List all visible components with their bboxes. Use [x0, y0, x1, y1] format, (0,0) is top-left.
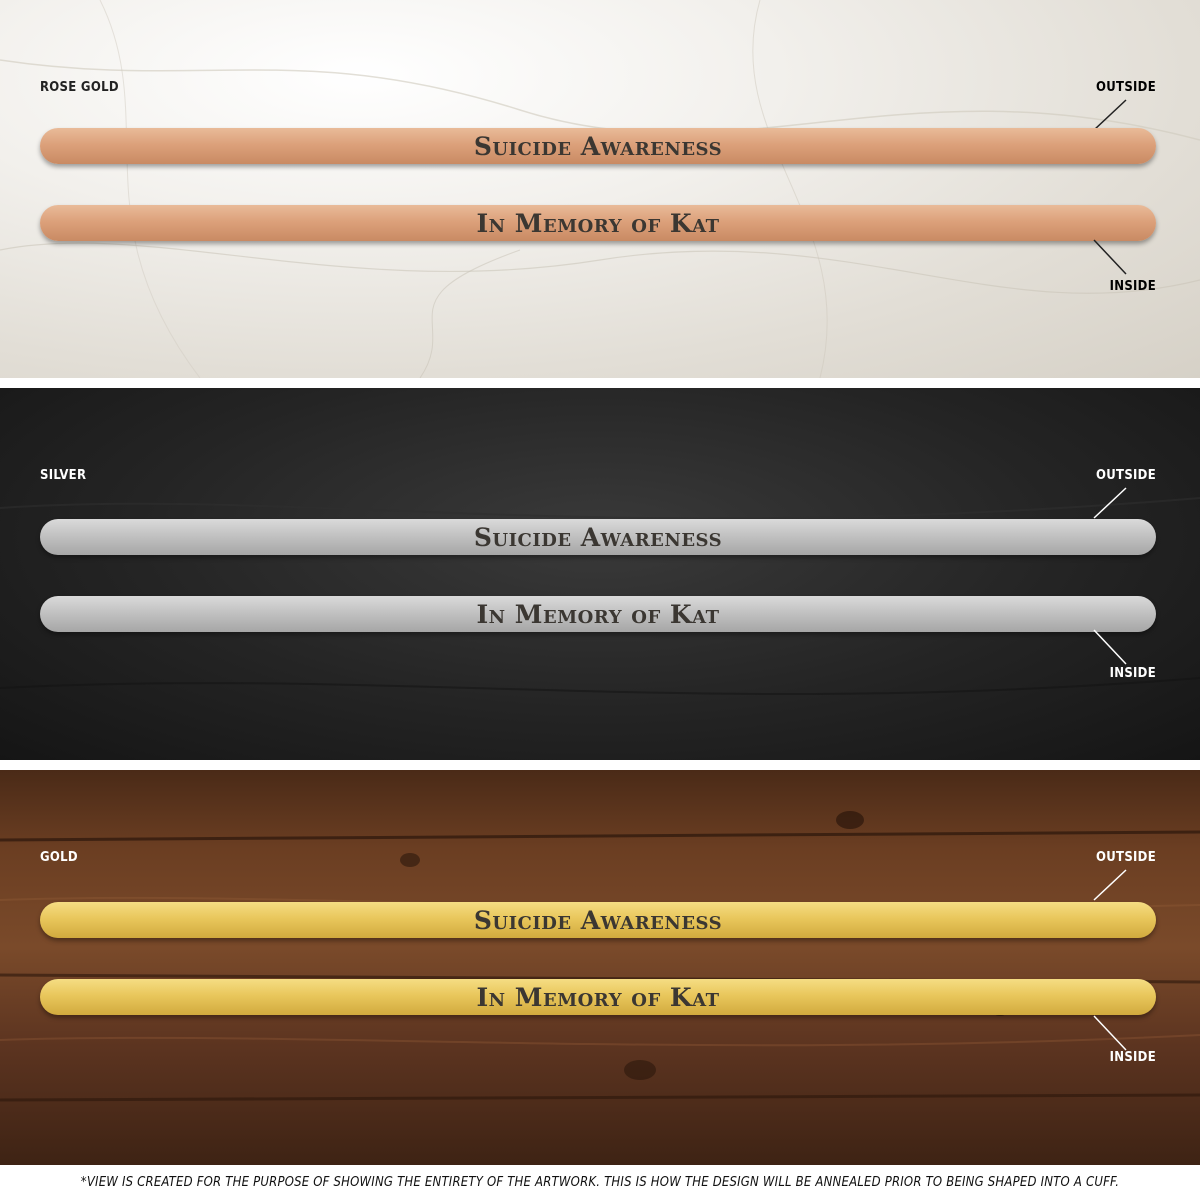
- outside-engraving: Suicide Awareness: [473, 522, 723, 552]
- silver-panel: [0, 388, 1200, 760]
- metal-label: SILVER: [40, 468, 87, 483]
- metal-label: ROSE GOLD: [40, 80, 119, 95]
- outside-engraving: Suicide Awareness: [473, 905, 723, 935]
- inside-bar: [40, 596, 1156, 632]
- inside-engraving: In Memory of Kat: [476, 208, 720, 238]
- inside-bar: [40, 979, 1156, 1015]
- slate-texture: [0, 388, 1200, 760]
- outside-bar: [40, 128, 1156, 164]
- disclaimer-footnote: *VIEW IS CREATED FOR THE PURPOSE OF SHOWING THE ENTIRETY OF THE ARTWORK. THIS IS HOW THE DESIGN WILL BE ANNEALED PRIOR TO BEING SHAPED INTO A CUFF.: [80, 1175, 1120, 1190]
- rose-gold-panel: [0, 0, 1200, 378]
- inside-label: INSIDE: [1109, 1050, 1156, 1065]
- outside-connector-line: [1090, 486, 1130, 521]
- inside-bar: [40, 205, 1156, 241]
- gold-panel: [0, 770, 1200, 1165]
- outside-engraving: Suicide Awareness: [473, 131, 723, 161]
- marble-texture: [0, 0, 1200, 378]
- inside-engraving: In Memory of Kat: [476, 599, 720, 629]
- inside-label: INSIDE: [1109, 666, 1156, 681]
- outside-label: OUTSIDE: [1096, 468, 1156, 483]
- outside-label: OUTSIDE: [1096, 80, 1156, 95]
- inside-label: INSIDE: [1109, 279, 1156, 294]
- outside-connector-line: [1090, 868, 1130, 903]
- outside-label: OUTSIDE: [1096, 850, 1156, 865]
- metal-label: GOLD: [40, 850, 78, 865]
- outside-bar: [40, 519, 1156, 555]
- inside-engraving: In Memory of Kat: [476, 982, 720, 1012]
- wood-texture: [0, 770, 1200, 1165]
- inside-connector-line: [1090, 1014, 1130, 1054]
- inside-connector-line: [1090, 238, 1130, 278]
- inside-connector-line: [1090, 628, 1130, 668]
- outside-bar: [40, 902, 1156, 938]
